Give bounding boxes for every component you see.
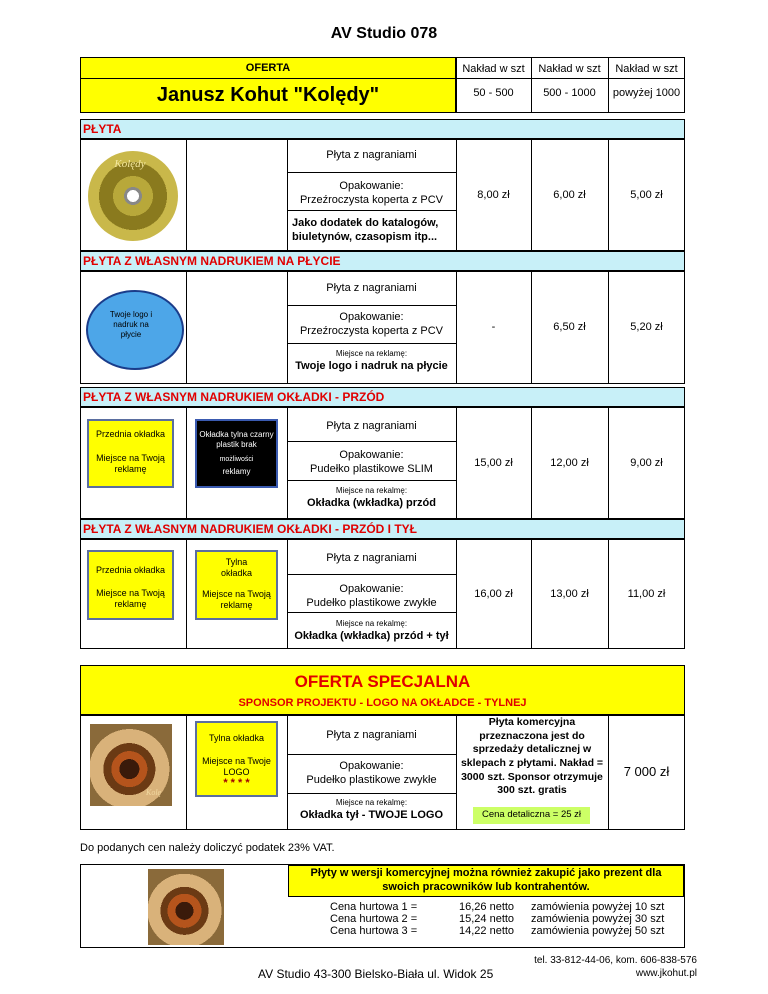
cd-title-text: Kolędy bbox=[114, 158, 146, 170]
price-over-1000: 11,00 zł bbox=[627, 587, 666, 600]
packaging-label: Opakowanie: bbox=[339, 760, 404, 772]
wholesale-label-2: Cena hurtowa 2 = bbox=[330, 913, 418, 925]
row-divider bbox=[287, 754, 456, 755]
row-divider bbox=[287, 574, 456, 575]
price-over-1000: 9,00 zł bbox=[630, 456, 663, 469]
packaging-label: Opakowanie: bbox=[339, 311, 404, 323]
product-title: Janusz Kohut "Kolędy" bbox=[156, 84, 380, 106]
col-divider bbox=[186, 407, 187, 519]
price-over-1000: 5,00 zł bbox=[630, 188, 663, 201]
price-500-1000: 6,00 zł bbox=[553, 188, 586, 201]
packaging-label: Opakowanie: bbox=[339, 449, 404, 461]
back-cover-note: Miejsce na Twoje LOGO bbox=[202, 756, 271, 778]
price-500-1000: 6,50 zł bbox=[553, 321, 586, 334]
gift-headline: Płyty w wersji komercyjnej można również zakupić jako prezent dla swoich pracowników lub kontrahentów. bbox=[310, 867, 662, 893]
row-divider bbox=[287, 343, 456, 344]
packaging-value: Pudełko plastikowe zwykłe bbox=[306, 597, 437, 609]
col-head-3: Nakład w szt bbox=[615, 63, 678, 75]
packaging-label: Opakowanie: bbox=[339, 583, 404, 595]
row-divider bbox=[287, 305, 456, 306]
logo-stars: * * * * bbox=[223, 777, 250, 789]
offer-label: OFERTA bbox=[245, 62, 291, 74]
album-cover-small-image bbox=[148, 869, 224, 945]
special-offer-title: OFERTA SPECJALNA bbox=[294, 672, 471, 691]
price-50-500: 8,00 zł bbox=[477, 188, 510, 201]
section-band-nadruk-plyta: PŁYTA Z WŁASNYM NADRUKIEM NA PŁYCIE bbox=[80, 251, 685, 271]
line-nagrania: Płyta z nagraniami bbox=[326, 420, 417, 432]
col-divider bbox=[186, 539, 187, 649]
footer-address: AV Studio 43-300 Bielsko-Biała ul. Widok 25 bbox=[258, 967, 494, 981]
front-cover-note: Miejsce na Twoją reklamę bbox=[96, 588, 165, 610]
price-500-1000: 12,00 zł bbox=[550, 456, 589, 469]
price-50-500: 15,00 zł bbox=[474, 456, 513, 469]
special-offer-subtitle: SPONSOR PROJEKTU - LOGO NA OKŁADCE - TYLNEJ bbox=[238, 697, 527, 709]
ad-label: Miejsce na rekalmę: bbox=[335, 486, 408, 495]
sponsor-price: 7 000 zł bbox=[623, 764, 670, 780]
col-divider bbox=[456, 715, 457, 830]
cd-custom-text: Twoje logo i nadruk na płycie bbox=[109, 310, 153, 339]
wholesale-price-3: 14,22 netto bbox=[459, 925, 515, 937]
wholesale-price-2: 15,24 netto bbox=[459, 913, 515, 925]
price-50-500: 16,00 zł bbox=[474, 587, 513, 600]
packaging-value: Pudełko plastikowe SLIM bbox=[310, 463, 433, 475]
price-50-500: - bbox=[491, 321, 496, 334]
row-divider bbox=[287, 441, 456, 442]
wholesale-label-1: Cena hurtowa 1 = bbox=[330, 901, 418, 913]
packaging-value: Pudełko plastikowe zwykłe bbox=[306, 774, 437, 786]
row-divider bbox=[287, 172, 456, 173]
front-cover-note: Miejsce na Twoją reklamę bbox=[96, 453, 165, 475]
wholesale-cond-3: zamówienia powyżej 50 szt bbox=[531, 925, 665, 937]
front-cover-title: Przednia okładka bbox=[95, 565, 166, 575]
col-divider bbox=[186, 271, 187, 384]
back-cover-note2: reklamy bbox=[222, 467, 251, 476]
footer-website[interactable]: www.jkohut.pl bbox=[635, 968, 697, 979]
price-500-1000: 13,00 zł bbox=[550, 587, 589, 600]
footer-phone: tel. 33-812-44-06, kom. 606-838-576 bbox=[534, 955, 697, 966]
back-cover-title: Tylna okładka bbox=[220, 557, 253, 579]
ad-label: Miejsce na reklamę: bbox=[335, 349, 408, 358]
ad-value: Okładka (wkładka) przód + tył bbox=[294, 630, 449, 642]
section-band-okladka-przod-tyl: PŁYTA Z WŁASNYM NADRUKIEM OKŁADKI - PRZÓD I TYŁ bbox=[80, 519, 685, 539]
col-range-1: 50 - 500 bbox=[473, 87, 514, 99]
col-range-3: powyżej 1000 bbox=[612, 87, 681, 99]
album-cover-text: Kolę bbox=[146, 788, 162, 797]
ad-label: Miejsce na rekalmę: bbox=[335, 619, 408, 628]
col-range-2: 500 - 1000 bbox=[543, 87, 596, 99]
section-band-plyta: PŁYTA bbox=[80, 119, 685, 139]
line-nagrania: Płyta z nagraniami bbox=[326, 149, 417, 161]
line-nagrania: Płyta z nagraniami bbox=[326, 282, 417, 294]
line-nagrania: Płyta z nagraniami bbox=[326, 729, 417, 741]
back-cover-title: Tylna okładka bbox=[208, 733, 265, 743]
packaging-value: Przeźroczysta koperta z PCV bbox=[299, 194, 444, 206]
wholesale-price-1: 16,26 netto bbox=[459, 901, 515, 913]
row-divider bbox=[287, 612, 456, 613]
page-title: AV Studio 078 bbox=[330, 25, 438, 42]
col-head-2: Nakład w szt bbox=[538, 63, 601, 75]
row-divider bbox=[287, 210, 456, 211]
packaging-value: Przeźroczysta koperta z PCV bbox=[299, 325, 444, 337]
back-cover-note: Miejsce na Twoją reklamę bbox=[202, 589, 271, 611]
price-over-1000: 5,20 zł bbox=[630, 321, 663, 334]
back-cover-title: Okładka tylna czarny plastik brak bbox=[199, 430, 274, 449]
section-band-okladka-przod: PŁYTA Z WŁASNYM NADRUKIEM OKŁADKI - PRZÓD bbox=[80, 387, 685, 407]
col-divider bbox=[186, 715, 187, 830]
row-divider bbox=[287, 793, 456, 794]
ad-value: Okładka tył - TWOJE LOGO bbox=[299, 809, 444, 821]
ad-value: Twoje logo i nadruk na płycie bbox=[295, 360, 448, 372]
row-divider bbox=[287, 480, 456, 481]
col-divider bbox=[186, 139, 187, 251]
col-head-1: Nakład w szt bbox=[462, 63, 525, 75]
wholesale-label-3: Cena hurtowa 3 = bbox=[330, 925, 418, 937]
back-cover-note: możliwości bbox=[219, 456, 254, 463]
retail-price: Cena detaliczna = 25 zł bbox=[481, 809, 582, 820]
extra-note: Jako dodatek do katalogów, biuletynów, czasopism itp... bbox=[292, 217, 439, 243]
front-cover-title: Przednia okładka bbox=[95, 429, 166, 439]
ad-value: Okładka (wkładka) przód bbox=[307, 497, 436, 509]
wholesale-cond-2: zamówienia powyżej 30 szt bbox=[531, 913, 665, 925]
packaging-label: Opakowanie: bbox=[339, 180, 404, 192]
line-nagrania: Płyta z nagraniami bbox=[326, 552, 417, 564]
commercial-note: Płyta komercyjna przeznaczona jest do sprzedaży detalicznej w sklepach z płytami. Nakład = 3000 szt. Sponsor otrzymuje 300 szt. gratis bbox=[460, 716, 604, 797]
wholesale-cond-1: zamówienia powyżej 10 szt bbox=[531, 901, 665, 913]
ad-label: Miejsce na rekalmę: bbox=[335, 798, 408, 807]
vat-note: Do podanych cen należy doliczyć podatek 23% VAT. bbox=[80, 842, 335, 854]
